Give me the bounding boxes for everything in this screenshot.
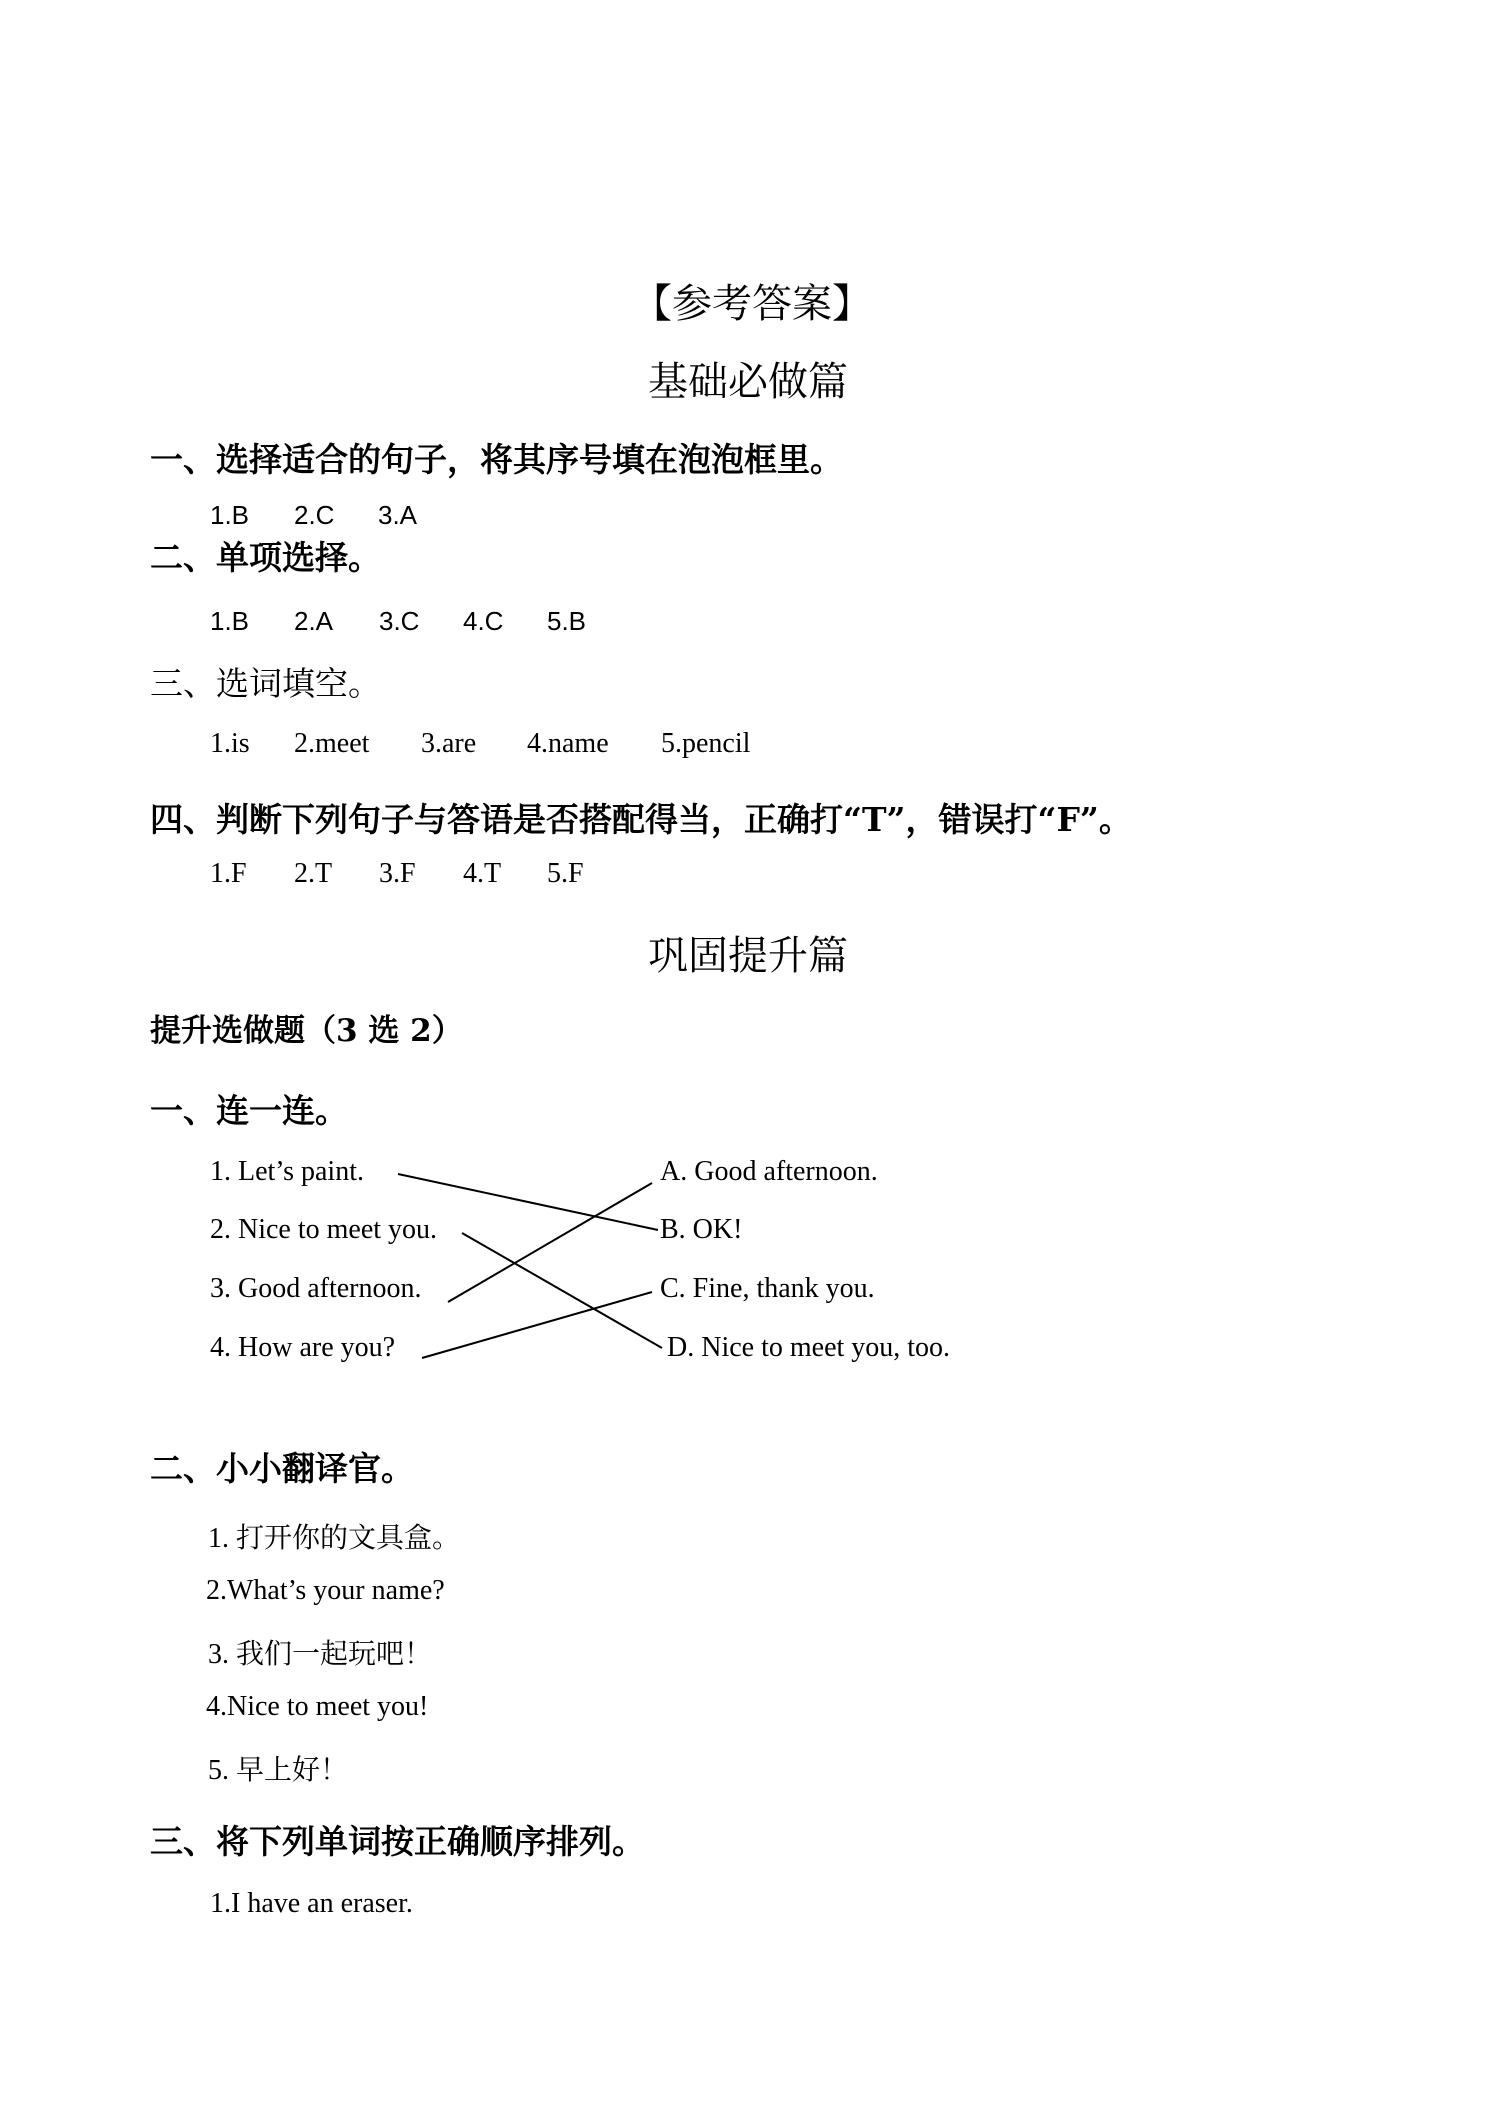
question-heading-4: 四、判断下列句子与答语是否搭配得当，正确打“T”，错误打“F”。 bbox=[150, 800, 1132, 839]
answer-item: 3.F bbox=[379, 858, 416, 889]
answer-item: 1.F bbox=[210, 858, 247, 889]
translate-answer-4: 4.Nice to meet you! bbox=[206, 1691, 429, 1722]
match-left-2: 2. Nice to meet you. bbox=[210, 1214, 438, 1245]
answer-item: 2.T bbox=[294, 858, 333, 889]
match-right-b: B. OK! bbox=[660, 1214, 743, 1245]
answer-item: 2.meet bbox=[294, 728, 370, 759]
match-left-3: 3. Good afternoon. bbox=[210, 1273, 422, 1304]
answer-item: 1.B bbox=[210, 500, 250, 530]
answer-item: 2.C bbox=[294, 500, 335, 530]
answer-item: 4.name bbox=[527, 728, 609, 759]
question-heading-1: 一、选择适合的句子，将其序号填在泡泡框里。 bbox=[150, 440, 843, 479]
match-line-4-c bbox=[422, 1292, 652, 1358]
answer-item: 3.A bbox=[378, 500, 418, 530]
match-left-1: 1. Let’s paint. bbox=[210, 1156, 364, 1187]
question-heading-translate: 二、小小翻译官。 bbox=[150, 1449, 414, 1488]
section-heading-advanced: 巩固提升篇 bbox=[648, 933, 848, 979]
answer-item: 1.is bbox=[210, 728, 250, 759]
match-left-4: 4. How are you? bbox=[210, 1332, 396, 1363]
match-right-d: D. Nice to meet you, too. bbox=[667, 1332, 951, 1363]
match-right-c: C. Fine, thank you. bbox=[660, 1273, 875, 1304]
answer-item: 1.B bbox=[210, 606, 250, 636]
page-title: 【参考答案】 bbox=[632, 281, 872, 327]
answer-item: 3.are bbox=[421, 728, 477, 759]
translate-answer-2: 2.What’s your name? bbox=[206, 1575, 445, 1606]
match-line-2-d bbox=[462, 1233, 662, 1348]
answer-item: 4.T bbox=[463, 858, 502, 889]
question-heading-order: 三、将下列单词按正确顺序排列。 bbox=[150, 1822, 645, 1861]
question-heading-3: 三、选词填空。 bbox=[150, 664, 381, 703]
answer-item: 3.C bbox=[379, 606, 420, 636]
section-heading-basic: 基础必做篇 bbox=[648, 359, 848, 405]
translate-answer-3: 3. 我们一起玩吧！ bbox=[208, 1639, 433, 1670]
order-answer-1: 1.I have an eraser. bbox=[210, 1888, 413, 1919]
answer-item: 4.C bbox=[463, 606, 504, 636]
answer-item: 5.B bbox=[547, 606, 587, 636]
question-heading-match: 一、连一连。 bbox=[150, 1091, 348, 1130]
question-heading-2: 二、单项选择。 bbox=[150, 538, 381, 577]
answer-item: 5.pencil bbox=[661, 728, 751, 759]
translate-answer-5: 5. 早上好！ bbox=[208, 1755, 349, 1786]
answer-item: 5.F bbox=[547, 858, 584, 889]
translate-answer-1: 1. 打开你的文具盒。 bbox=[208, 1523, 461, 1554]
match-right-a: A. Good afternoon. bbox=[660, 1156, 878, 1187]
answer-item: 2.A bbox=[294, 606, 334, 636]
section-subheading: 提升选做题（3 选 2） bbox=[150, 1013, 463, 1049]
